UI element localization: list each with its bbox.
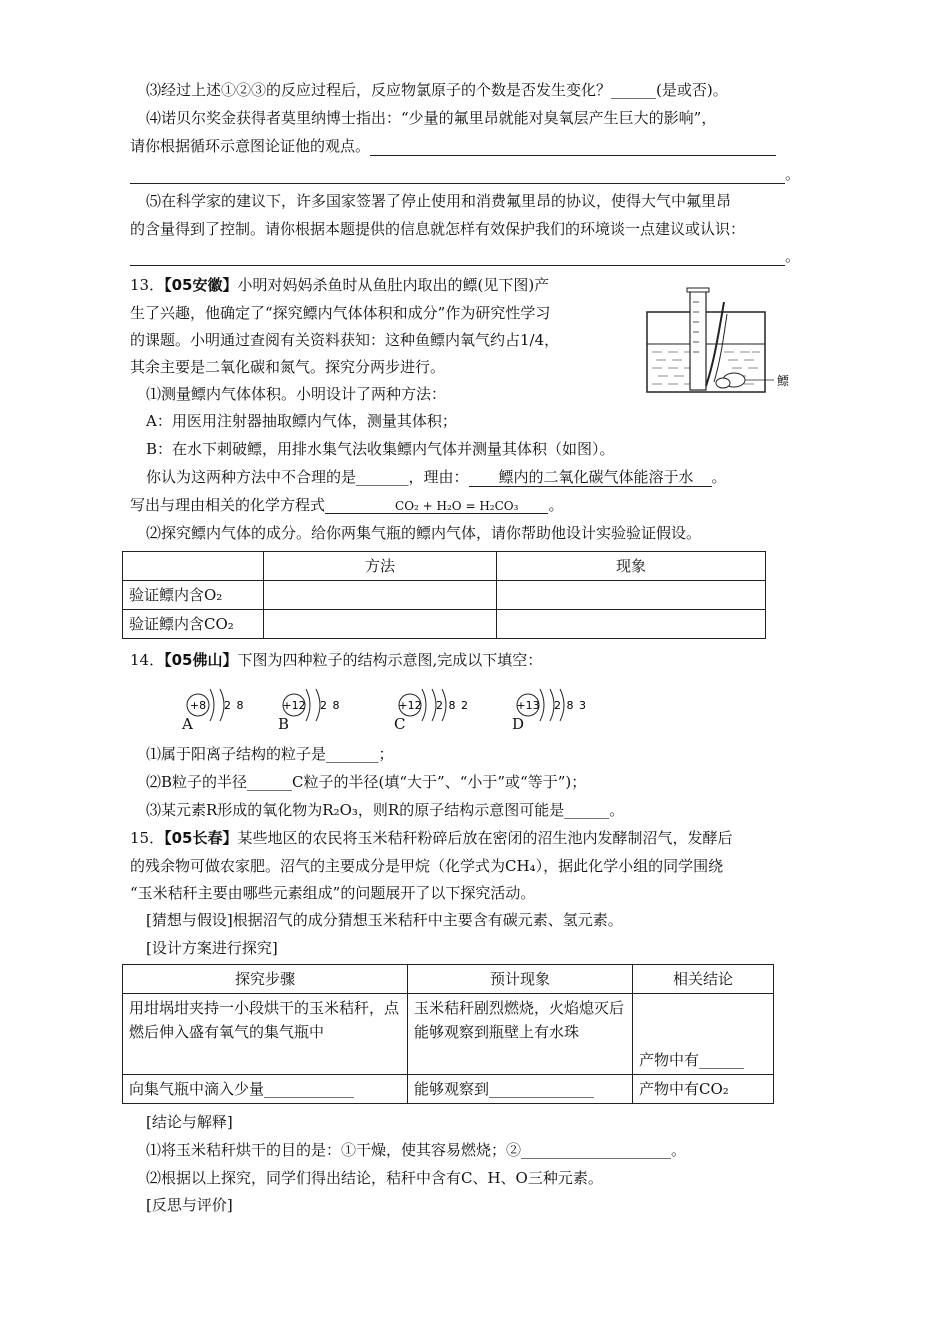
q14-part3: ⑶某元素R形成的氧化物为R₂O₃，则R的原子结构示意图可能是______。 (146, 801, 625, 819)
q13-cell-o2-phenomenon[interactable] (497, 581, 766, 610)
shell-electrons: 2 8 3 (554, 699, 587, 712)
q12-answer-blank-2[interactable] (130, 167, 785, 184)
atom-label-c: C (394, 715, 406, 733)
atom-diagram-d (510, 683, 600, 743)
shell-electrons: 2 8 2 (436, 699, 469, 712)
q15-number: 15． (130, 829, 165, 847)
q15-header-phenomenon: 预计现象 (408, 965, 633, 994)
q15-table (122, 964, 774, 1104)
q12-part4-line3: 。 (130, 164, 800, 184)
fig-label-bladder: 鳔 (777, 374, 790, 388)
q15-reflection-heading: [反思与评价] (146, 1196, 233, 1214)
q13-source-tag: 【05安徽】 (164, 276, 238, 294)
q12-part3: ⑶经过上述①②③的反应过程后，反应物氯原子的个数是否发生变化？______(是或否)。 (146, 81, 728, 99)
q15-header-conclusion: 相关结论 (633, 965, 774, 994)
q13-reason-answer[interactable]: 鳔内的二氧化碳气体能溶于水 (469, 468, 712, 487)
q15-row1-step: 用坩埚坩夹持一小段烘干的玉米秸秆，点燃后伸入盛有氧气的集气瓶中 (123, 994, 408, 1075)
atom-label-d: D (512, 715, 525, 733)
q12-part4-line1: ⑷诺贝尔奖金获得者莫里纳博士指出：“少量的氟里昂就能对臭氧层产生巨大的影响”， (146, 109, 717, 127)
atom-diagram-c (392, 683, 482, 743)
q13-cell-co2-method[interactable] (264, 610, 497, 639)
q12-part4-line2 (130, 136, 776, 156)
shell-electrons: 2 8 (224, 699, 245, 712)
q15-line2: 的残余物可做农家肥。沼气的主要成分是甲烷（化学式为CH₄），据此化学小组的同学围绕 (130, 857, 724, 875)
q15-row2-conclusion: 产物中有CO₂ (633, 1075, 774, 1104)
q15-conclusion-heading: [结论与解释] (146, 1113, 233, 1131)
q14-part2: ⑵B粒子的半径______C粒子的半径(填“大于”、“小于”或“等于”)； (146, 773, 587, 791)
q15-line1: 15．【05长春】某些地区的农民将玉米秸秆粉碎后放在密闭的沼生池内发酵制沼气，发酵后 (130, 829, 733, 847)
q13-equation-answer[interactable]: CO₂ + H₂O = H₂CO₃ (325, 499, 548, 514)
q13-line2: 生了兴趣，他确定了“探究鳔内气体体积和成分”作为研究性学习 (130, 304, 551, 322)
q13-line1: 13．【05安徽】小明对妈妈杀鱼时从鱼肚内取出的鳔(见下图)产 (130, 276, 550, 294)
q12-part5-line3: 。 (130, 246, 800, 266)
q13-header-method: 方法 (264, 552, 497, 581)
q13-cell-o2-method[interactable] (264, 581, 497, 610)
q13-line3: 的课题。小明通过查阅有关资料获知：这种鱼鳔内氧气约占1/4， (130, 331, 560, 349)
q13-line4: 其余主要是二氧化碳和氮气。探究分两步进行。 (130, 358, 446, 376)
gas-collection-figure (644, 282, 800, 400)
q15-source-tag: 【05长春】 (164, 829, 238, 847)
atom-label-a: A (182, 715, 193, 733)
q15-line3: “玉米秸秆主要由哪些元素组成”的问题展开了以下探究活动。 (130, 884, 536, 902)
q15-row2-step[interactable]: 向集气瓶中滴入少量____________ (123, 1075, 408, 1104)
q13-table (122, 551, 766, 639)
q15-conclusion-1: ⑴将玉米秸秆烘干的目的是：①干燥，使其容易燃烧；②____________________。 (146, 1141, 687, 1159)
q15-hypothesis: [猜想与假设]根据沼气的成分猜想玉米秸秆中主要含有碳元素、氢元素。 (146, 911, 623, 929)
q14-part1: ⑴属于阳离子结构的粒子是_______； (146, 745, 394, 763)
nucleus-charge: +12 (282, 699, 306, 712)
q15-design-heading: [设计方案进行探究] (146, 939, 278, 957)
q13-row-co2: 验证鳔内含CO₂ (123, 610, 264, 639)
nucleus-charge: +12 (398, 699, 422, 712)
atom-diagram-a (180, 683, 270, 743)
q13-method-b: B：在水下刺破鳔，用排水集气法收集鳔内气体并测量其体积（如图）。 (146, 440, 615, 458)
q15-row2-phenomenon[interactable]: 能够观察到______________ (408, 1075, 633, 1104)
q15-row1-conclusion[interactable]: 产物中有______ (633, 994, 774, 1075)
q13-header-phenomenon: 现象 (497, 552, 766, 581)
q13-number: 13． (130, 276, 165, 294)
q12-answer-blank-3[interactable] (130, 249, 785, 266)
atom-label-b: B (278, 715, 290, 733)
shell-electrons: 2 8 (320, 699, 341, 712)
q14-number: 14． (130, 651, 165, 669)
q12-part5-line2: 的含量得到了控制。请你根据本题提供的信息就怎样有效保护我们的环境谈一点建议或认识： (130, 220, 746, 238)
nucleus-charge: +8 (189, 699, 207, 712)
q14-source-tag: 【05佛山】 (164, 651, 238, 669)
atom-diagram-b (276, 683, 366, 743)
q15-header-step: 探究步骤 (123, 965, 408, 994)
q13-step1: ⑴测量鳔内气体体积。小明设计了两种方法： (146, 385, 447, 403)
q13-step2: ⑵探究鳔内气体的成分。给你两集气瓶的鳔内气体，请你帮助他设计实验验证假设。 (146, 524, 702, 542)
q12-part4-text: 请你根据循环示意图论证他的观点。 (130, 137, 371, 155)
q13-row-o2: 验证鳔内含O₂ (123, 581, 264, 610)
q13-method-a: A：用医用注射器抽取鳔内气体，测量其体积； (146, 412, 457, 430)
nucleus-charge: +13 (516, 699, 540, 712)
q14-intro-line: 14．【05佛山】下图为四种粒子的结构示意图,完成以下填空： (130, 651, 543, 669)
q13-equation-line: 写出与理由相关的化学方程式 CO₂ + H₂O = H₂CO₃ 。 (130, 496, 564, 514)
q13-question: 你认为这两种方法中不合理的是_______，理由： 鳔内的二氧化碳气体能溶于水 。 (146, 468, 727, 486)
q13-cell-co2-phenomenon[interactable] (497, 610, 766, 639)
q12-answer-blank-1[interactable] (370, 139, 776, 156)
q15-conclusion-2: ⑵根据以上探究，同学们得出结论，秸秆中含有C、H、O三种元素。 (146, 1169, 603, 1187)
q12-part5-line1: ⑸在科学家的建议下，许多国家签署了停止使用和消费氟里昂的协议，使得大气中氟里昂 (146, 192, 732, 210)
q15-row1-phenomenon: 玉米秸秆剧烈燃烧，火焰熄灭后能够观察到瓶壁上有水珠 (408, 994, 633, 1075)
